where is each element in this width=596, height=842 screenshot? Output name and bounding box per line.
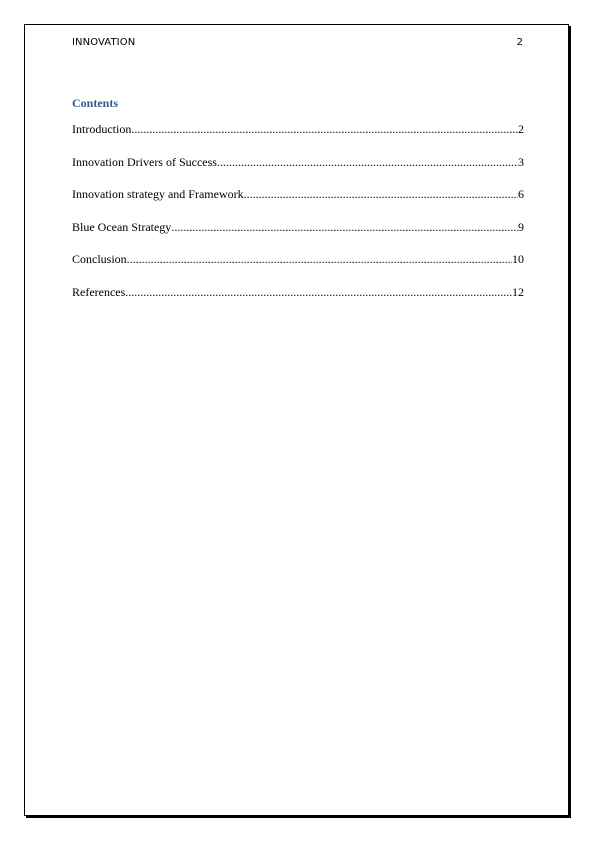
toc-dot-leader xyxy=(131,122,518,137)
toc-entry-page: 12 xyxy=(512,284,524,299)
page-shadow-bottom xyxy=(26,816,571,818)
toc-entry-label: Innovation strategy and Framework xyxy=(72,187,244,202)
toc-dot-leader xyxy=(244,187,518,202)
running-header-title: INNOVATION xyxy=(72,37,136,48)
toc-dot-leader xyxy=(217,155,518,170)
toc-entry-conclusion[interactable] xyxy=(72,252,524,285)
toc-entry-page: 6 xyxy=(518,187,524,202)
toc-entry-innovation-strategy[interactable] xyxy=(72,187,524,220)
toc-entry-page: 2 xyxy=(518,122,524,136)
toc-entry-page: 9 xyxy=(518,219,524,234)
toc-entry-introduction[interactable] xyxy=(72,122,524,155)
toc-dot-leader xyxy=(125,285,512,300)
toc-entry-references[interactable] xyxy=(72,285,524,318)
page-shadow-right xyxy=(569,26,571,818)
table-of-contents xyxy=(72,122,524,318)
toc-entry-label: Innovation Drivers of Success xyxy=(72,154,217,169)
toc-entry-label: Introduction xyxy=(72,122,132,136)
toc-dot-leader xyxy=(171,220,518,235)
toc-dot-leader xyxy=(127,252,512,267)
toc-entry-page: 3 xyxy=(518,154,524,169)
toc-entry-label: Blue Ocean Strategy xyxy=(72,219,172,234)
toc-entry-label: References xyxy=(72,284,126,299)
toc-heading: Contents xyxy=(72,96,119,110)
toc-entry-label: Conclusion xyxy=(72,252,127,267)
toc-entry-blue-ocean[interactable] xyxy=(72,220,524,253)
header-page-number: 2 xyxy=(516,37,523,48)
toc-entry-page: 10 xyxy=(512,252,524,267)
toc-entry-innovation-drivers[interactable] xyxy=(72,155,524,188)
